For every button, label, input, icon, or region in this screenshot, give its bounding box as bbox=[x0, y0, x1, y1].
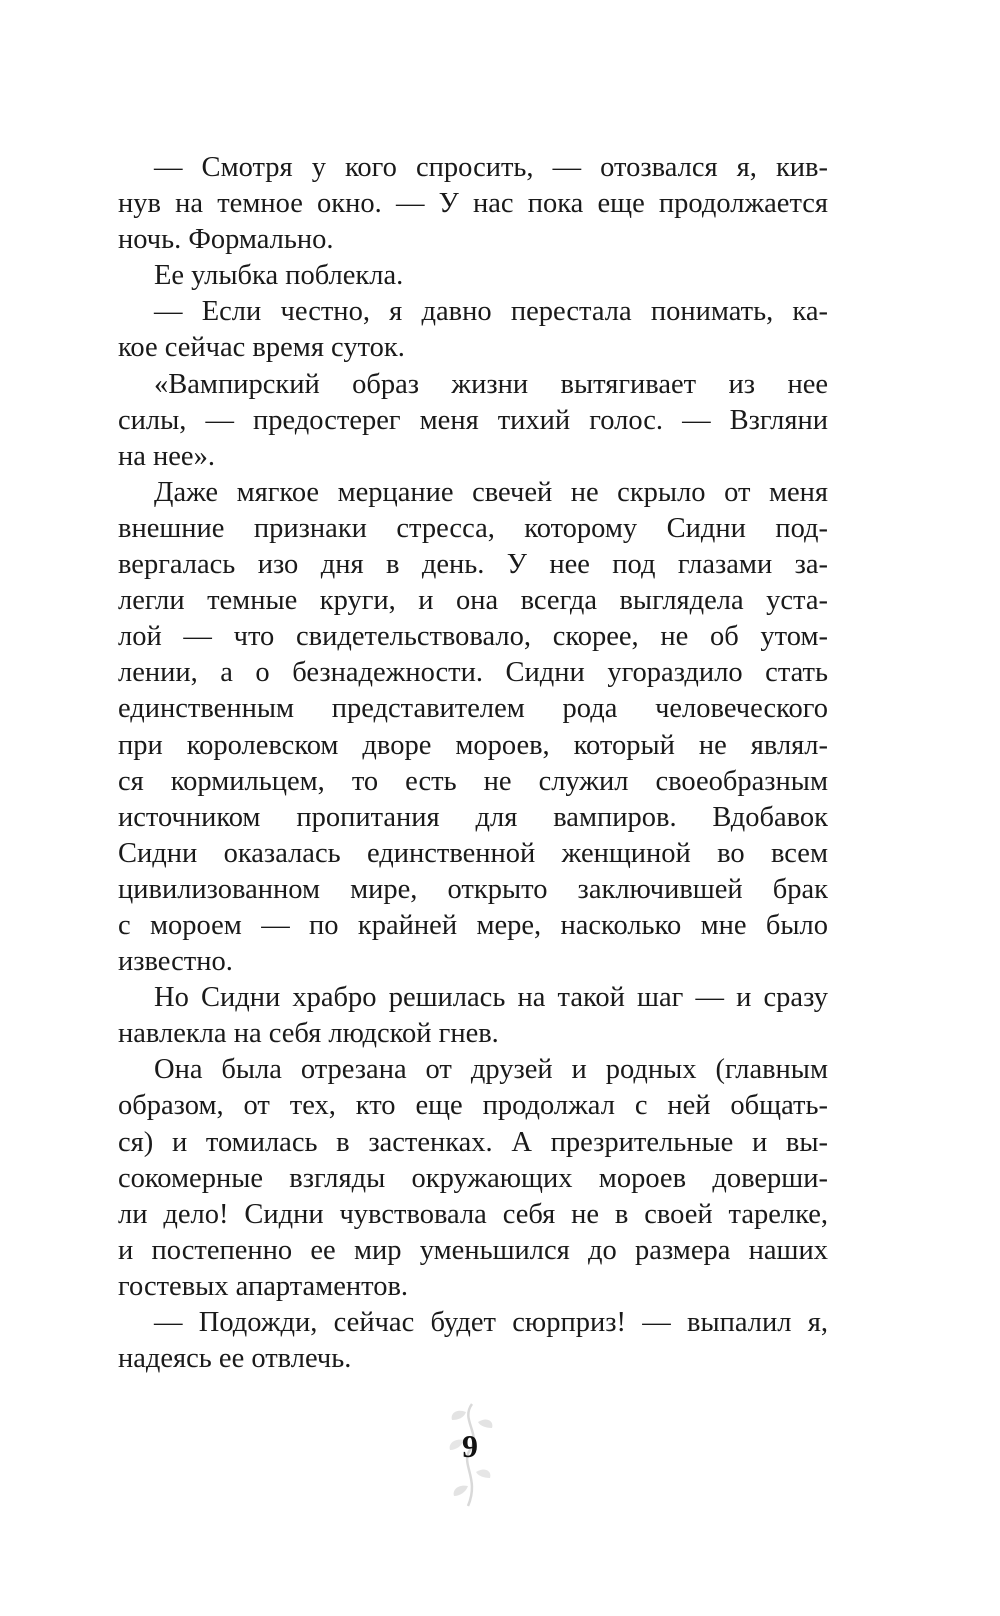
text-line: Сидни оказалась единственной женщиной во всем bbox=[118, 837, 828, 869]
text-line: легли темные круги, и она всегда выглядела уста- bbox=[118, 585, 828, 617]
text-line: — Подожди, сейчас будет сюрприз! — выпалил я, bbox=[154, 1307, 828, 1338]
text-line: ся) и томилась в застенках. А презрительные и вы- bbox=[118, 1126, 828, 1158]
text-line: цивилизованном мире, открыто заключившей брак bbox=[118, 873, 828, 905]
paragraph bbox=[118, 367, 828, 475]
text-line: единственным представителем рода человеческого bbox=[118, 693, 828, 725]
text-line: и постепенно ее мир уменьшился до размера наших bbox=[118, 1234, 828, 1266]
paragraph bbox=[118, 258, 828, 294]
text-line: известно. bbox=[118, 946, 233, 978]
paragraph bbox=[118, 1052, 828, 1305]
text-line: ли дело! Сидни чувствовала себя не в своей тарелке, bbox=[118, 1198, 828, 1230]
text-line: нув на темное окно. — У нас пока еще продолжается bbox=[118, 188, 828, 220]
text-line: ночь. Формально. bbox=[118, 224, 334, 256]
page-footer bbox=[430, 1400, 510, 1510]
text-line: на нее». bbox=[118, 440, 215, 472]
text-line: внешние признаки стресса, которому Сидни под- bbox=[118, 512, 828, 544]
text-line: надеясь ее отвлечь. bbox=[118, 1343, 352, 1375]
paragraph bbox=[118, 980, 828, 1052]
page-number: 9 bbox=[462, 1428, 478, 1464]
text-line: силы, — предостерег меня тихий голос. — Взгляни bbox=[118, 404, 828, 436]
text-line: образом, от тех, кто еще продолжал с ней общать- bbox=[118, 1090, 828, 1122]
text-line: с мороем — по крайней мере, насколько мне было bbox=[118, 909, 828, 941]
paragraph bbox=[118, 294, 828, 366]
text-line: «Вампирский образ жизни вытягивает из нее bbox=[154, 368, 828, 400]
text-line: — Если честно, я давно перестала понимать, ка- bbox=[154, 296, 828, 328]
text-line: лении, а о безнадежности. Сидни угораздило стать bbox=[118, 657, 828, 689]
text-line: навлекла на себя людской гнев. bbox=[118, 1018, 499, 1050]
page-body bbox=[118, 150, 828, 1377]
text-line: гостевых апартаментов. bbox=[118, 1270, 409, 1302]
paragraph bbox=[118, 150, 828, 258]
text-line: Ее улыбка поблекла. bbox=[154, 260, 404, 292]
text-line: — Смотря у кого спросить, — отозвался я, кив- bbox=[154, 152, 828, 183]
text-line: кое сейчас время суток. bbox=[118, 332, 405, 364]
text-line: сокомерные взгляды окружающих мороев доверши- bbox=[118, 1162, 828, 1194]
text-line: лой — что свидетельствовало, скорее, не об утом- bbox=[118, 621, 828, 653]
text-line: источником пропитания для вампиров. Вдобавок bbox=[118, 801, 828, 833]
text-line: Даже мягкое мерцание свечей не скрыло от меня bbox=[154, 476, 828, 508]
paragraph bbox=[118, 1305, 828, 1377]
text-line: Она была отрезана от друзей и родных (главным bbox=[154, 1054, 828, 1086]
text-line: ся кормильцем, то есть не служил своеобразным bbox=[118, 765, 828, 797]
text-line: вергалась изо дня в день. У нее под глазами за- bbox=[118, 549, 828, 581]
paragraph bbox=[118, 475, 828, 980]
text-line: Но Сидни храбро решилась на такой шаг — и сразу bbox=[154, 982, 828, 1014]
text-line: при королевском дворе мороев, который не являл- bbox=[118, 729, 828, 761]
